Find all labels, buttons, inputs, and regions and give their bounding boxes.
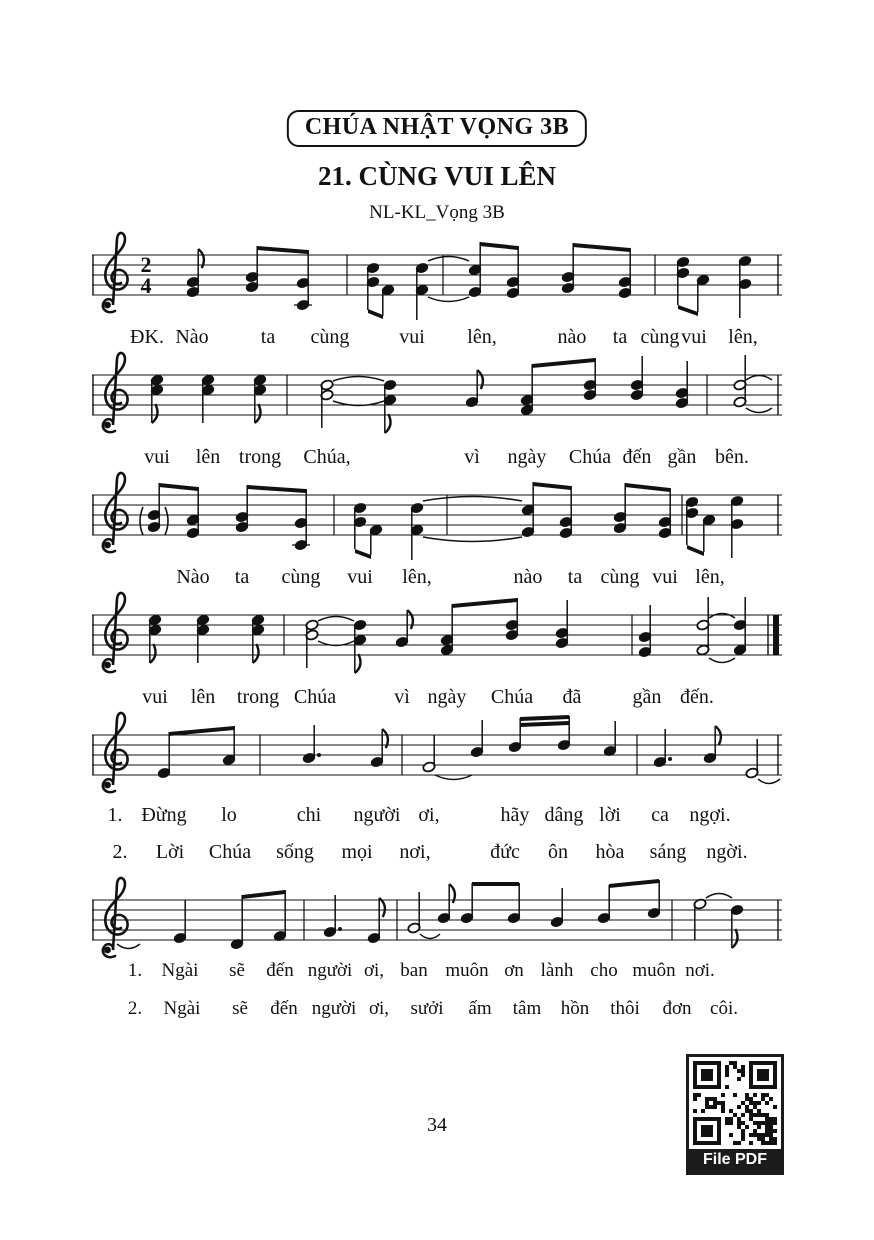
- lyric-word: ban: [400, 960, 428, 981]
- lyric-word: người: [353, 804, 401, 826]
- lyric-word: lo: [221, 804, 237, 826]
- lyric-word: muôn: [632, 960, 676, 981]
- lyric-word: vui: [142, 686, 168, 708]
- song-title: 21. CÙNG VUI LÊN: [317, 161, 557, 191]
- staff-notation-1: [92, 225, 782, 337]
- lyric-word: vui: [399, 326, 425, 348]
- lyrics-line-5: [92, 804, 812, 832]
- lyric-word: hãy: [500, 804, 530, 826]
- lyric-word: chi: [296, 804, 322, 826]
- lyric-word: lên: [195, 446, 221, 468]
- lyric-word: đơn: [662, 998, 692, 1019]
- lyric-word: cùng: [310, 326, 350, 348]
- lyric-word: sẽ: [229, 960, 245, 981]
- lyric-word: Nào: [176, 566, 210, 588]
- qr-label: File PDF: [702, 1151, 767, 1168]
- lyric-word: Đừng: [141, 804, 187, 826]
- lyric-word: ta: [612, 326, 628, 348]
- lyric-word: Lời: [155, 841, 185, 863]
- lyric-word: dâng: [544, 804, 584, 826]
- lyric-word: lên,: [728, 326, 758, 348]
- lyric-word: vì: [394, 686, 410, 708]
- lyric-word: lành: [540, 960, 574, 981]
- lyric-word: đến: [266, 960, 294, 981]
- staff-notation-2: [92, 345, 782, 457]
- lyric-word: vui: [347, 566, 373, 588]
- lyric-word: ơi,: [368, 998, 390, 1019]
- staff-system-2: [92, 345, 782, 457]
- lyric-word: gần: [632, 686, 662, 708]
- qr-code-image: [693, 1061, 777, 1145]
- staff-notation-4: [92, 585, 782, 697]
- lyric-word: ơi,: [363, 960, 385, 981]
- liturgical-season-label: CHÚA NHẬT VỌNG 3B: [304, 114, 570, 140]
- lyric-word: hòa: [595, 841, 625, 863]
- lyric-word: Chúa: [293, 686, 337, 708]
- page-number: 34: [427, 1114, 447, 1136]
- lyric-word: lên,: [402, 566, 432, 588]
- lyric-word: cho: [590, 960, 618, 981]
- lyrics-line-2: [92, 446, 812, 474]
- lyric-word: bên.: [715, 446, 749, 468]
- lyric-word: 2.: [127, 998, 143, 1019]
- lyric-word: vui: [681, 326, 707, 348]
- staff-notation-3: [92, 465, 782, 577]
- lyric-word: ơn: [504, 960, 524, 981]
- lyric-word: đến: [270, 998, 298, 1019]
- svg-text:4: 4: [140, 273, 152, 298]
- lyric-word: vui: [652, 566, 678, 588]
- lyric-word: 1.: [107, 804, 123, 826]
- qr-code: [689, 1057, 781, 1149]
- lyric-word: sẽ: [232, 998, 248, 1019]
- lyrics-line-8: [92, 998, 812, 1026]
- lyric-word: sáng: [649, 841, 687, 863]
- lyrics-line-6: [92, 841, 812, 869]
- lyric-word: đến.: [680, 686, 714, 708]
- lyrics-line-1: [92, 326, 812, 354]
- lyrics-line-4: [92, 686, 812, 714]
- lyric-word: Ngài: [163, 998, 201, 1019]
- lyric-word: cùng: [600, 566, 640, 588]
- staff-system-3: [92, 465, 782, 577]
- lyrics-line-7: [92, 960, 812, 988]
- staff-system-1: [92, 225, 782, 337]
- lyric-word: tâm: [512, 998, 542, 1019]
- lyric-word: ĐK.: [130, 326, 164, 348]
- staff-system-4: [92, 585, 782, 697]
- lyric-word: ngời.: [706, 841, 748, 863]
- song-subtitle: NL-KL_Vọng 3B: [369, 202, 505, 223]
- lyric-word: lên,: [467, 326, 497, 348]
- lyric-word: lên: [190, 686, 216, 708]
- lyric-word: thôi: [610, 998, 640, 1019]
- lyric-word: mọi: [341, 841, 373, 863]
- lyric-word: ta: [234, 566, 250, 588]
- lyric-word: ơi,: [418, 804, 440, 826]
- staff-notation-5: [92, 705, 782, 817]
- lyric-word: vui: [144, 446, 170, 468]
- lyric-word: côi.: [710, 998, 738, 1019]
- lyric-word: ngợi.: [689, 804, 731, 826]
- lyric-word: sưởi: [410, 998, 444, 1019]
- lyric-word: ta: [567, 566, 583, 588]
- svg-text:2: 2: [140, 252, 152, 277]
- lyric-word: Chúa,: [303, 446, 351, 468]
- staff-system-5: [92, 705, 782, 817]
- lyric-word: ta: [260, 326, 276, 348]
- lyric-word: nào: [557, 326, 587, 348]
- lyric-word: ấm: [468, 998, 492, 1019]
- lyric-word: đức: [490, 841, 520, 863]
- lyric-word: nơi,: [399, 841, 431, 863]
- lyric-word: ca: [651, 804, 669, 826]
- lyric-word: cùng: [640, 326, 680, 348]
- lyrics-line-3: [92, 566, 812, 594]
- lyric-word: trong: [238, 446, 282, 468]
- lyric-word: ngày: [427, 686, 467, 708]
- lyric-word: hồn: [560, 998, 590, 1019]
- lyric-word: Chúa: [490, 686, 534, 708]
- lyric-word: ngày: [507, 446, 547, 468]
- lyric-word: vì: [464, 446, 480, 468]
- lyric-word: lời: [599, 804, 621, 826]
- lyric-word: đến: [622, 446, 652, 468]
- lyric-word: trong: [236, 686, 280, 708]
- lyric-word: gần: [667, 446, 697, 468]
- lyric-word: lên,: [695, 566, 725, 588]
- lyric-word: người: [307, 960, 353, 981]
- lyric-word: ôn: [548, 841, 568, 863]
- liturgical-season-box: [287, 110, 587, 147]
- lyric-word: Chúa: [568, 446, 612, 468]
- lyric-word: 2.: [112, 841, 128, 863]
- lyric-word: cùng: [281, 566, 321, 588]
- lyric-word: sống: [276, 841, 314, 863]
- lyric-word: 1.: [127, 960, 143, 981]
- lyric-word: muôn: [445, 960, 489, 981]
- lyric-word: Nào: [175, 326, 209, 348]
- lyric-word: đã: [562, 686, 582, 708]
- lyric-word: người: [311, 998, 357, 1019]
- lyric-word: Chúa: [208, 841, 252, 863]
- lyric-word: nơi.: [685, 960, 715, 981]
- qr-widget: [686, 1054, 784, 1175]
- lyric-word: nào: [513, 566, 543, 588]
- lyric-word: Ngài: [161, 960, 199, 981]
